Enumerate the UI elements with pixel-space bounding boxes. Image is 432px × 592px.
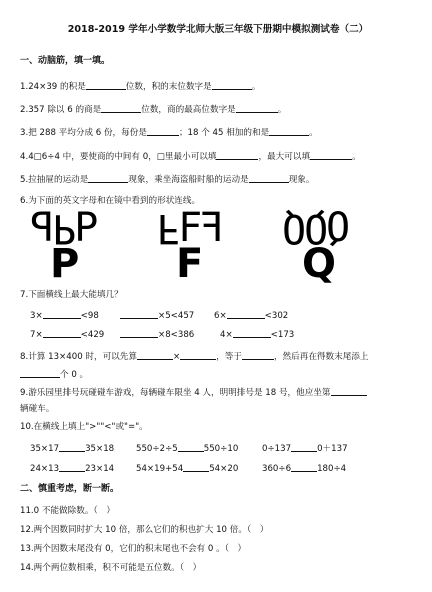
answer-blank[interactable] bbox=[233, 328, 271, 338]
letter-q: Q bbox=[302, 241, 337, 287]
answer-blank[interactable] bbox=[43, 309, 81, 319]
q7-item: ×8<386 bbox=[120, 328, 194, 340]
question-9: 9.游乐园里排号玩碰碰车游戏，每辆碰车限坐 4 人，明明排号是 18 号，他应坐第 bbox=[20, 386, 367, 398]
question-8-cont: 个 0 。 bbox=[20, 368, 88, 380]
answer-blank[interactable] bbox=[236, 103, 278, 113]
answer-blank[interactable] bbox=[120, 328, 158, 338]
q10-compare: 0÷137 0＋137 bbox=[262, 444, 348, 454]
q10-compare: 54×19+54 54×20 bbox=[136, 464, 239, 474]
question-4: 4.4□6÷4 中，要使商的中间有 0，□里最小可以填 ，最大可以填 。 bbox=[20, 152, 361, 162]
section-2-heading: 二、慎重考虑，断一断。 bbox=[20, 484, 120, 494]
answer-blank[interactable] bbox=[331, 386, 367, 396]
q7-item: 6× <302 bbox=[214, 311, 289, 321]
letter-p: P bbox=[50, 241, 80, 287]
answer-blank[interactable] bbox=[242, 350, 274, 360]
question-9-cont: 辆碰车。 bbox=[20, 404, 55, 414]
answer-blank[interactable] bbox=[212, 80, 252, 90]
answer-blank[interactable] bbox=[59, 442, 85, 452]
answer-blank[interactable] bbox=[43, 328, 81, 338]
question-6: 6.为下面的英文字母和在镜中看到的形状连线。 bbox=[20, 196, 201, 206]
letter-f: F bbox=[176, 241, 204, 287]
question-8: 8.计算 13×400 时，可以先算 × ，等于 ，然后再在得数末尾添上 bbox=[20, 352, 369, 362]
q7-item: 4× <173 bbox=[220, 330, 295, 340]
question-5: 5.拉抽屉的运动是 现象，乘坐海盗船时船的运动是 现象。 bbox=[20, 175, 315, 185]
answer-blank[interactable] bbox=[291, 462, 317, 472]
answer-blank[interactable] bbox=[310, 150, 352, 160]
answer-blank[interactable] bbox=[249, 173, 289, 183]
question-3: 3.把 288 平均分成 6 份，每份是 ；18 个 45 相加的和是 。 bbox=[20, 128, 318, 138]
section-1-heading: 一、动脑筋，填一填。 bbox=[20, 56, 111, 66]
answer-blank[interactable] bbox=[88, 173, 128, 183]
answer-blank[interactable] bbox=[180, 350, 216, 360]
question-12[interactable]: 12.两个因数同时扩大 10 倍，那么它们的积也扩大 10 倍。（ ） bbox=[20, 525, 269, 535]
q10-compare: 35×17 35×18 bbox=[30, 444, 115, 454]
question-1: 1.24×39 的积是 位数，积的末位数字是 。 bbox=[20, 82, 261, 92]
question-7: 7.下面横线上最大能填几？ bbox=[20, 290, 123, 300]
answer-blank[interactable] bbox=[120, 309, 158, 319]
q7-item: ×5<457 bbox=[120, 309, 194, 321]
mirrored-letters-p-group: PPP bbox=[30, 205, 99, 251]
mirrored-letters-q-group: QQQ bbox=[282, 205, 351, 251]
answer-blank[interactable] bbox=[59, 462, 85, 472]
answer-blank[interactable] bbox=[183, 462, 209, 472]
answer-blank[interactable] bbox=[291, 442, 317, 452]
answer-blank[interactable] bbox=[216, 150, 258, 160]
answer-blank[interactable] bbox=[101, 103, 141, 113]
answer-blank[interactable] bbox=[86, 80, 126, 90]
answer-blank[interactable] bbox=[269, 126, 309, 136]
question-10: 10.在横线上填上">""<"或"="。 bbox=[20, 422, 148, 432]
page-title: 2018-2019 学年小学数学北师大版三年级下册期中模拟测试卷（二） bbox=[67, 24, 369, 35]
answer-blank[interactable] bbox=[227, 309, 265, 319]
answer-blank[interactable] bbox=[20, 368, 60, 378]
q10-compare: 24×13 23×14 bbox=[30, 464, 115, 474]
question-2: 2.357 除以 6 的商是 位数，商的最高位数字是 。 bbox=[20, 105, 287, 115]
q7-item: 3× <98 bbox=[30, 311, 99, 321]
answer-blank[interactable] bbox=[137, 350, 173, 360]
q7-item: 7× <429 bbox=[30, 330, 105, 340]
mirrored-letters-f-group: FFF bbox=[156, 205, 225, 251]
answer-blank[interactable] bbox=[147, 126, 179, 136]
question-14[interactable]: 14.两个两位数相乘，积不可能是五位数。（ ） bbox=[20, 563, 202, 573]
question-11[interactable]: 11.0 不能做除数。（ ） bbox=[20, 506, 115, 516]
q10-compare: 360÷6 180÷4 bbox=[262, 464, 347, 474]
q10-compare: 550÷2÷5 550÷10 bbox=[136, 444, 239, 454]
question-13[interactable]: 13.两个因数末尾没有 0，它们的积末尾也不会有 0 。（ ） bbox=[20, 544, 247, 554]
answer-blank[interactable] bbox=[178, 442, 204, 452]
